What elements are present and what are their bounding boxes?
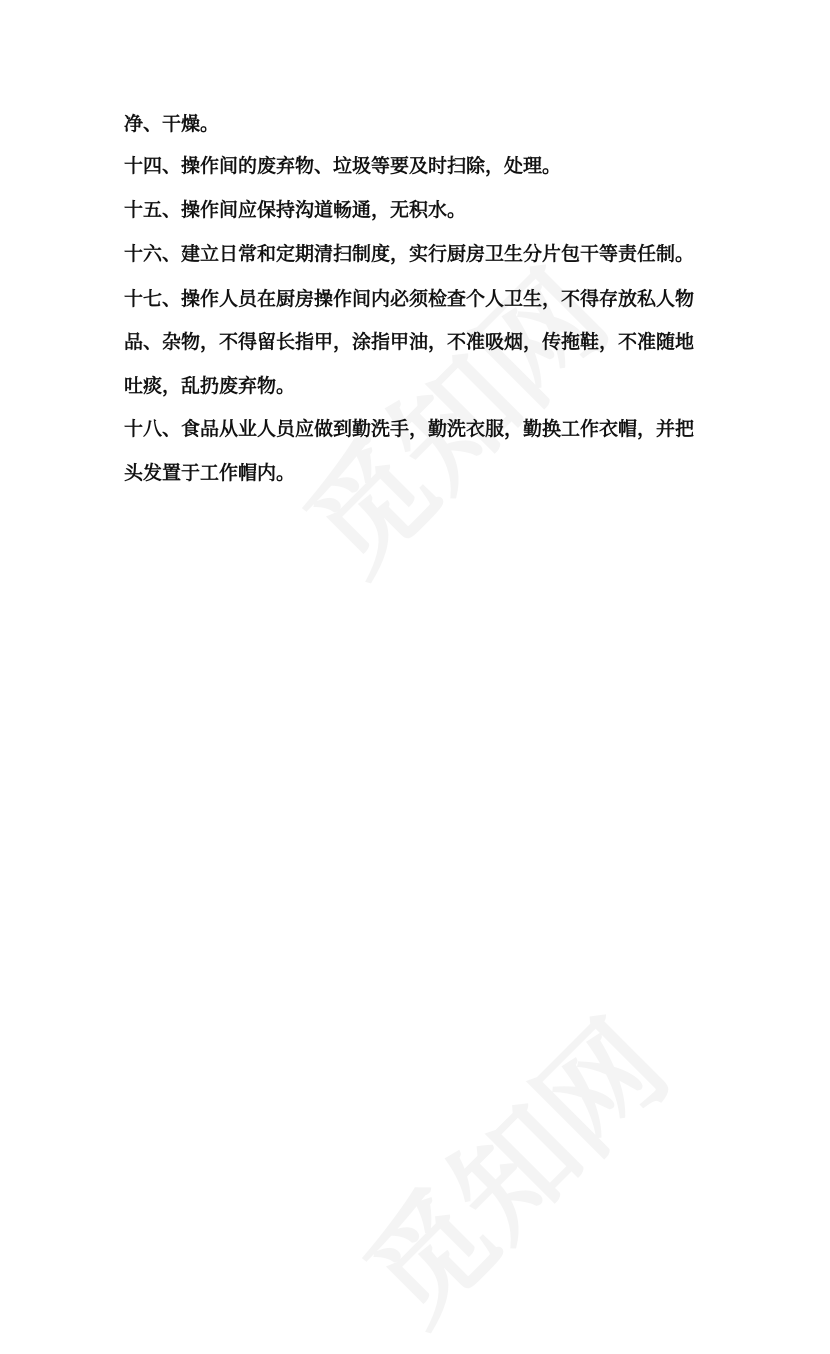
watermark [262,228,638,604]
text-line: 十四、操作间的废弃物、垃圾等要及时扫除，处理。 [124,155,562,177]
text-line: 十七、操作人员在厨房操作间内必须检查个人卫生，不得存放私人物 [124,288,695,310]
text-line: 吐痰，乱扔废弃物。 [124,375,296,397]
text-line: 十五、操作间应保持沟道畅通，无积水。 [124,199,467,221]
text-line: 品、杂物，不得留长指甲，涂指甲油，不准吸烟，传拖鞋，不准随地 [124,331,695,353]
text-line: 十八、食品从业人员应做到勤洗手，勤洗衣服，勤换工作衣帽，并把 [124,418,695,440]
watermark [322,978,698,1354]
text-line: 头发置于工作帽内。 [124,462,296,484]
text-line: 十六、建立日常和定期清扫制度，实行厨房卫生分片包干等责任制。 [124,243,695,265]
text-line: 净、干燥。 [124,113,220,135]
